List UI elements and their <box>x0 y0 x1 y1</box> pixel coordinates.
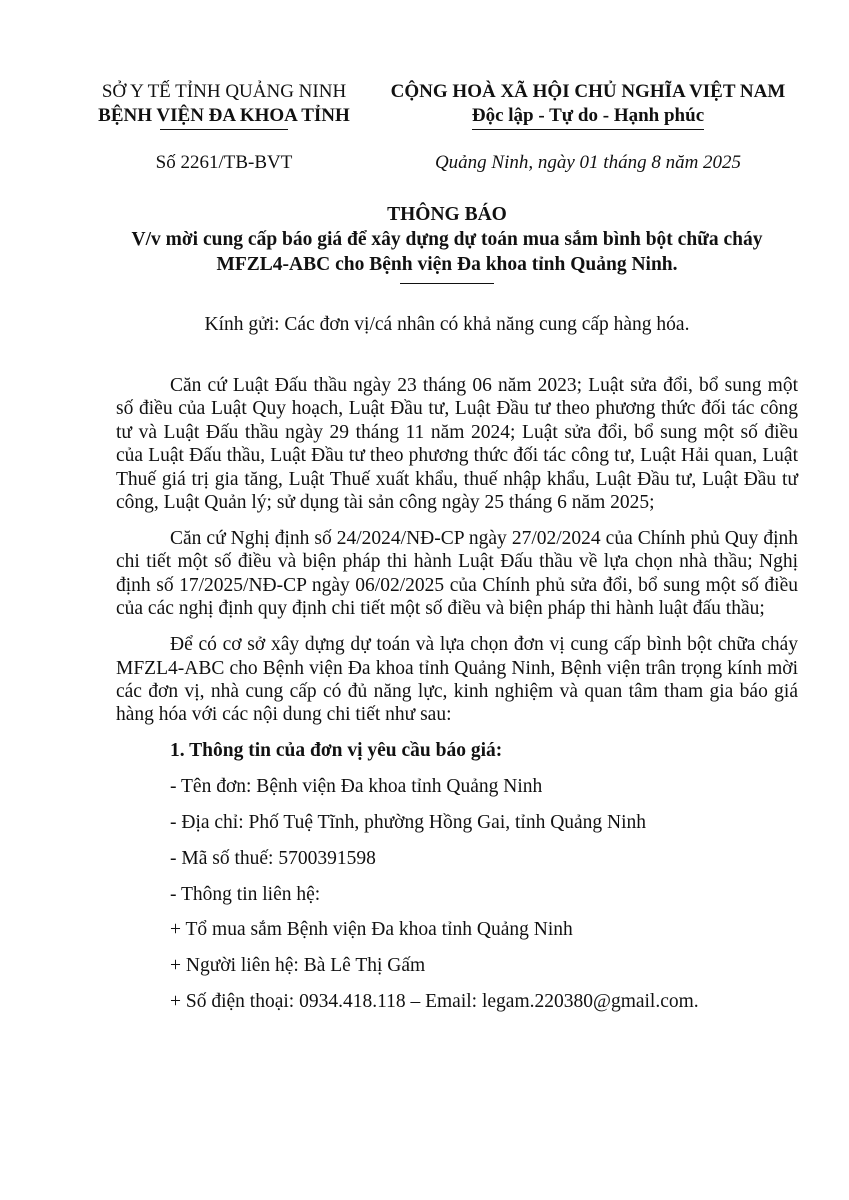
section-heading: 1. Thông tin của đơn vị yêu cầu báo giá: <box>170 740 503 762</box>
info-line-address: - Địa chỉ: Phố Tuệ Tĩnh, phường Hồng Gai, tỉnh Quảng Ninh <box>170 812 647 834</box>
paragraph-invitation: Để có cơ sở xây dựng dự toán và lựa chọn đơn vị cung cấp bình bột chữa cháy MFZL4-ABC cho Bệnh viện Đa khoa tỉnh Quảng Ninh, Bệnh viện trân trọng kính mời các đơn vị, nhà cung cấp có đủ năng lực, kinh nghiệm và quan tâm tham gia báo giá hàng hóa với các nội dung chi tiết như sau: <box>116 634 798 726</box>
info-line-phone-email: + Số điện thoại: 0934.418.118 – Email: legam.220380@gmail.com. <box>170 991 699 1013</box>
issuer-underline <box>160 129 288 130</box>
paragraph-legal-basis-laws: Căn cứ Luật Đấu thầu ngày 23 tháng 06 năm 2023; Luật sửa đổi, bổ sung một số điều của Luật Quy hoạch, Luật Đầu tư, Luật Đầu tư theo phương thức đối tác công tư và Luật Đấu thầu ngày 29 tháng 11 năm 2024; Luật sửa đổi, bổ sung một số điều của Luật Đấu thầu, Luật Đầu tư theo phương thức đối tác công tư, Luật Hải quan, Luật Thuế giá trị gia tăng, Luật Thuế xuất khẩu, thuế nhập khẩu, Luật Đầu tư, Luật Đầu tư công, Luật Quản lý; sử dụng tài sản công ngày 25 tháng 6 năm 2025; <box>116 375 798 514</box>
body-text <box>116 374 798 1026</box>
issuer-org: SỞ Y TẾ TỈNH QUẢNG NINH <box>101 81 347 102</box>
recipient-line: Kính gửi: Các đơn vị/cá nhân có khả năng cung cấp hàng hóa. <box>204 314 690 335</box>
subject-line-1: V/v mời cung cấp báo giá để xây dựng dự toán mua sắm bình bột chữa cháy <box>131 229 763 250</box>
motto-underline <box>472 129 704 130</box>
info-line-contact: - Thông tin liên hệ: <box>170 883 321 905</box>
title-block <box>96 202 798 284</box>
date-line: Quảng Ninh, ngày 01 tháng 8 năm 2025 <box>434 152 742 173</box>
info-line-contact-person: + Người liên hệ: Bà Lê Thị Gấm <box>170 955 426 977</box>
info-line-team: + Tổ mua sắm Bệnh viện Đa khoa tỉnh Quảng Ninh <box>170 919 573 941</box>
document-title: THÔNG BÁO <box>387 204 507 225</box>
national-name: CỘNG HOÀ XÃ HỘI CHỦ NGHĨA VIỆT NAM <box>390 81 786 102</box>
issuer-unit: BỆNH VIỆN ĐA KHOA TỈNH <box>98 105 350 126</box>
paragraph-legal-basis-decrees: Căn cứ Nghị định số 24/2024/NĐ-CP ngày 27/02/2024 của Chính phủ Quy định chi tiết một số điều và biện pháp thi hành Luật Đấu thầu về lựa chọn nhà thầu; Nghị định số 17/2025/NĐ-CP ngày 06/02/2025 của Chính phủ sửa đổi, bổ sung một số điều của các nghị định quy định chi tiết một số điều và biện pháp thi hành luật đấu thầu; <box>116 528 798 620</box>
national-motto: Độc lập - Tự do - Hạnh phúc <box>471 105 705 126</box>
subject-line-2: MFZL4-ABC cho Bệnh viện Đa khoa tỉnh Quảng Ninh. <box>216 254 678 275</box>
issuer-header <box>96 80 352 130</box>
title-underline <box>400 283 494 284</box>
document-number: Số 2261/TB-BVT <box>155 152 293 173</box>
info-line-tax-code: - Mã số thuế: 5700391598 <box>170 847 376 869</box>
national-header <box>378 80 798 130</box>
info-line-name: - Tên đơn: Bệnh viện Đa khoa tỉnh Quảng Ninh <box>170 776 543 798</box>
